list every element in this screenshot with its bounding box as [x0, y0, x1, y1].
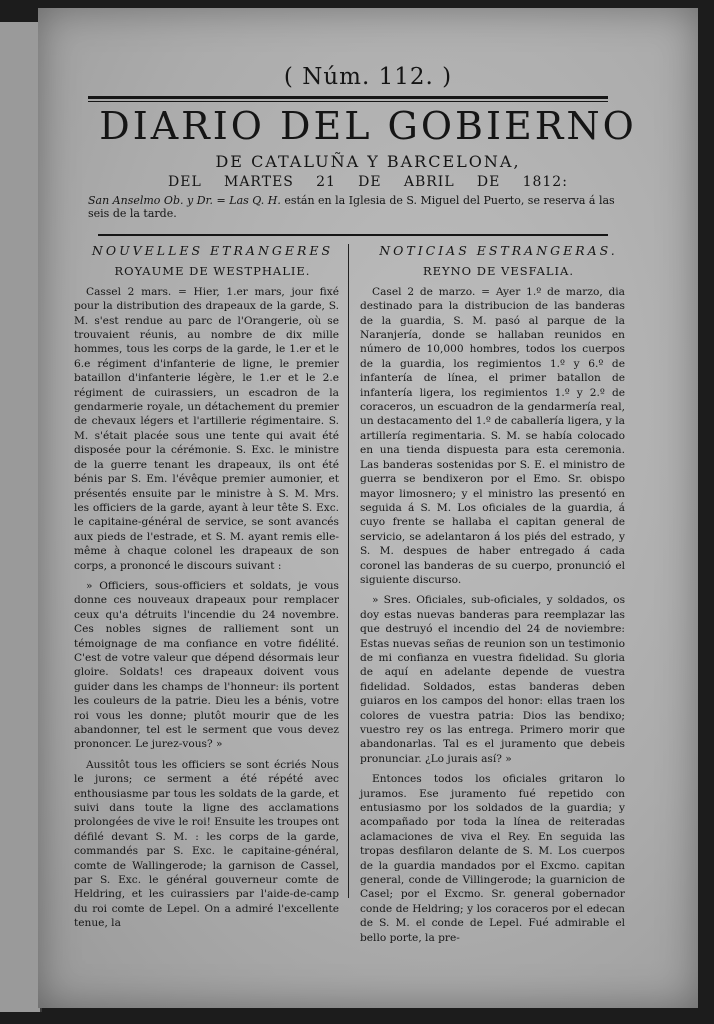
date-part: MARTES [223, 174, 294, 190]
issue-date [168, 174, 568, 190]
date-part: 21 [316, 174, 336, 190]
saints-names: San Anselmo Ob. y Dr. = Las Q. H. [88, 194, 281, 207]
article-paragraph: Entonces todos los oficiales gritaron lo juramos. Ese juramento fué repetido con entusiasmo por los soldados de la guardia; y acompañado por toda la línea de reiteradas aclamaciones de viva el Rey. En seguida las tropas desfilaron delante de S. M. Los cuerpos de la guardia mandados por el Excmo. capitan general, conde de Villingerode; la guarnicion de Casel; por el Excmo. Sr. general gobernador conde de Heldring; y los coraceros por el edecan de S. M. el conde de Lepel. Fué admirable el bello porte, la pre- [360, 773, 625, 944]
article-paragraph: » Sres. Oficiales, sub-oficiales, y soldados, os doy estas nuevas banderas para reemplazar las que destruyó el incendio del 24 de noviembre: Estas nuevas señas de reunion son un testimonio de mi confianza en vuestra fidelidad. Su gloria de aquí en adelante depende de vuestra fidelidad. Soldados, estas banderas deben guiaros en los campos del honor: ellas traen los colores de vuestra patria: Dios las bendixo; vuestro rey os las entrega. Primero morir que abandonarlas. Tal es el juramento que debeis pronunciar. ¿Lo jurais así? » [360, 594, 625, 765]
column-french [74, 244, 339, 937]
article-paragraph: Casel 2 de marzo. = Ayer 1.º de marzo, dia destinado para la distribucion de las banderas de la guardia, S. M. pasó al parque de la Naranjería, donde se hallaban reunidos en número de 10,000 hombres, todos los cuerpos de la guardia, los regimientos 1.º y 6.º de infantería de línea, el primer batallon de infantería ligera, los regimientos 1.º y 2.º de coraceros, un escuadron de la gendarmería real, un destacamento del 1.º de caballería ligera, y la artillería regimentaria. S. M. se había colocado en una tienda dispuesta para esta ceremonia. Las banderas sostenidas por S. E. el ministro de guerra se bendixeron por el Emo. Sr. obispo mayor limosnero; y el ministro las presentó en seguida á S. M. Los oficiales de la guardia, á cuyo frente se hallaba el capitan general de servicio, se adelantaron á los piés del estrado, y S. M. despues de haber entregado á cada coronel las banderas de su cuerpo, pronunció el siguiente discurso. [360, 285, 625, 586]
column-subheading: ROYAUME DE WESTPHALIE. [114, 264, 311, 279]
article-paragraph: Aussitôt tous les officiers se sont écriés Nous le jurons; ce serment a été répété avec enthousiasme par tous les soldats de la garde, et suivi dans toute la ligne des acclamations prolongées de vive le roi! Ensuite les troupes ont défilé devant S. M. : les corps de la garde, commandés par S. Exc. le capitaine-général, comte de Wallingerode; la garnison de Cassel, par S. Exc. le général gouverneur comte de Heldring, et les cuirassiers par l'aide-de-camp du roi comte de Lepel. On a admiré l'excellente tenue, la [74, 758, 339, 930]
saints-text: están en la Iglesia de S. Miguel del Puerto, se reserva á las seis de la tarde. [88, 194, 615, 220]
column-divider [348, 244, 349, 898]
column-spanish [360, 244, 625, 951]
masthead-subtitle: DE CATALUÑA Y BARCELONA, [215, 152, 521, 171]
header-rule [88, 96, 608, 99]
article-paragraph: » Officiers, sous-officiers et soldats, je vous donne ces nouveaux drapeaux pour remplacer ceux qu'a détruits l'incendie du 24 novembre. Ces nobles signes de ralliement sont un témoignage de ma confiance en votre fidélité. C'est de votre valeur que dépend désormais leur gloire. Soldats! ces drapeaux doivent vous guider dans les champs de l'honneur: ils portent les couleurs de la patrie. Dieu les a bénis, votre roi vous les donne; plutôt mourir que de les abandonner, tel est le serment que vous devez prononcer. Le jurez-vous? » [74, 579, 339, 751]
header-rule-thin [88, 101, 608, 102]
masthead-title: DIARIO DEL GOBIERNO [99, 104, 637, 148]
section-rule [98, 234, 608, 236]
saints-notice [88, 194, 618, 220]
date-part: DEL [168, 174, 202, 190]
column-heading: NOTICIAS ESTRANGERAS. [379, 243, 618, 258]
adjacent-page-edge [0, 22, 42, 1012]
date-part: DE [358, 174, 382, 190]
article-paragraph: Cassel 2 mars. = Hier, 1.er mars, jour fixé pour la distribution des drapeaux de la garde, S. M. s'est rendue au parc de l'Orangerie, où se trouvaient réunis, au nombre de dix mille hommes, tous les corps de la garde, le 1.er et le 6.e régiment d'infanterie de ligne, le premier bataillon d'infanterie légère, le 1.er et le 2.e régiment de cuirassiers, un escadron de la gendarmerie royale, un détachement du premier de chevaux légers et l'artillerie régimentaire. S. M. s'était placée sous une tente qui avait été disposée pour la cérémonie. S. Exc. le ministre de la guerre tenant les drapeaux, ils ont été bénis par S. Em. l'évêque premier aumonier, et présentés ensuite par le ministre à S. M. Mrs. les officiers de la garde, ayant à leur tête S. Exc. le capitaine-général de service, se sont avancés aux pieds de l'estrade, et S. M. ayant remis elle-même à chaque colonel les drapeaux de son corps, a prononcé le discours suivant : [74, 285, 339, 572]
column-heading: NOUVELLES ETRANGERES [91, 243, 334, 258]
date-part: DE [476, 174, 501, 190]
date-part: ABRIL [403, 174, 455, 190]
column-subheading: REYNO DE VESFALIA. [422, 264, 575, 279]
issue-number: ( Núm. 112. ) [283, 64, 453, 90]
newspaper-page [38, 8, 698, 1008]
date-part: 1812: [522, 174, 568, 190]
